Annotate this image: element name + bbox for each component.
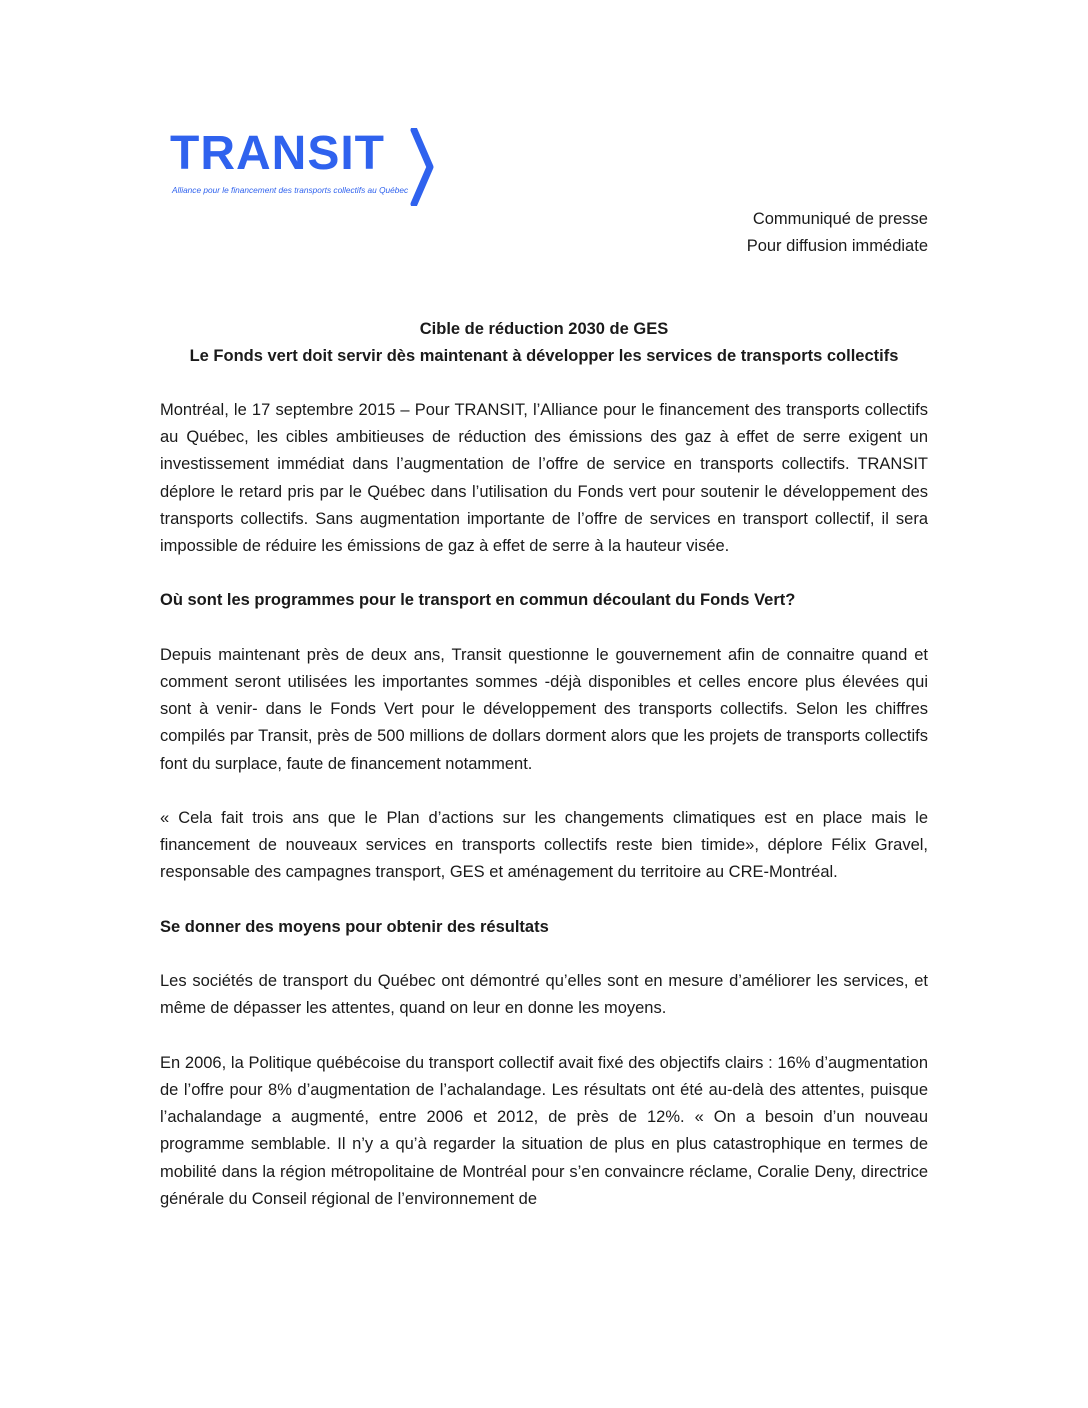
paragraph-quote-gravel: « Cela fait trois ans que le Plan d’actions sur les changements climatiques est en place mais le financement de nouveaux services en transports collectifs reste bien timide», déplore Félix Gravel, responsable des campagnes transport, GES et aménagement du territoire au CRE-Montréal. [160, 809, 928, 882]
section-heading-moyens: Se donner des moyens pour obtenir des résultats [160, 917, 549, 936]
logo-tagline: Alliance pour le financement des transports collectifs au Québec [172, 185, 409, 195]
title-line-1: Cible de réduction 2030 de GES [419, 320, 669, 338]
press-release-header [747, 206, 928, 260]
press-release-label: Communiqué de presse [752, 210, 928, 228]
paragraph-societes: Les sociétés de transport du Québec ont démontré qu’elles sont en mesure d’améliorer les services, et même de dépasser les attentes, quand on leur en donne les moyens. [160, 972, 928, 1018]
paragraph-intro: Montréal, le 17 septembre 2015 – Pour TRANSIT, l’Alliance pour le financement des transports collectifs au Québec, les cibles ambitieuses de réduction des émissions des gaz à effet de serre exigent un investissement immédiat dans l’augmentation de l’offre de service en transports collectifs. TRANSIT déplore le retard pris par le Québec dans l’utilisation du Fonds vert pour soutenir le développement des transports collectifs. Sans augmentation importante de l’offre de services en transport collectif, il sera impossible de réduire les émissions de gaz à effet de serre à la hauteur visée. [160, 401, 928, 556]
release-timing-label: Pour diffusion immédiate [746, 237, 928, 255]
document-title [160, 316, 928, 370]
title-line-2: Le Fonds vert doit servir dès maintenant à développer les services de transports collectifs [189, 347, 899, 365]
document-body [160, 397, 928, 1240]
paragraph-fonds-vert: Depuis maintenant près de deux ans, Transit questionne le gouvernement afin de connaitre quand et comment seront utilisées les importantes sommes -déjà disponibles et celles encore plus élevées qui sont à venir- dans le Fonds Vert pour le développement des transports collectifs. Selon les chiffres compilés par Transit, près de 500 millions de dollars dorment alors que les projets de transports collectifs font du surplace, faute de financement notamment. [160, 645, 928, 773]
logo-wordmark: TRANSIT [170, 127, 385, 180]
transit-logo [168, 128, 438, 208]
chevron-right-icon [408, 128, 438, 206]
paragraph-politique-2006: En 2006, la Politique québécoise du transport collectif avait fixé des objectifs clairs : 16% d’augmentation de l’offre pour 8% d’augmentation de l’achalandage. Les résultats ont été au-delà des attentes, puisque l’achalandage a augmenté, entre 2006 et 2012, de près de 12%. « On a besoin d’un nouveau programme semblable. Il n’y a qu’à regarder la situation de plus en plus catastrophique en termes de mobilité dans la région métropolitaine de Montréal pour s’en convaincre réclame, Coralie Deny, directrice générale du Conseil régional de l’environnement de [160, 1053, 928, 1208]
section-heading-fonds-vert: Où sont les programmes pour le transport en commun découlant du Fonds Vert? [160, 591, 796, 610]
